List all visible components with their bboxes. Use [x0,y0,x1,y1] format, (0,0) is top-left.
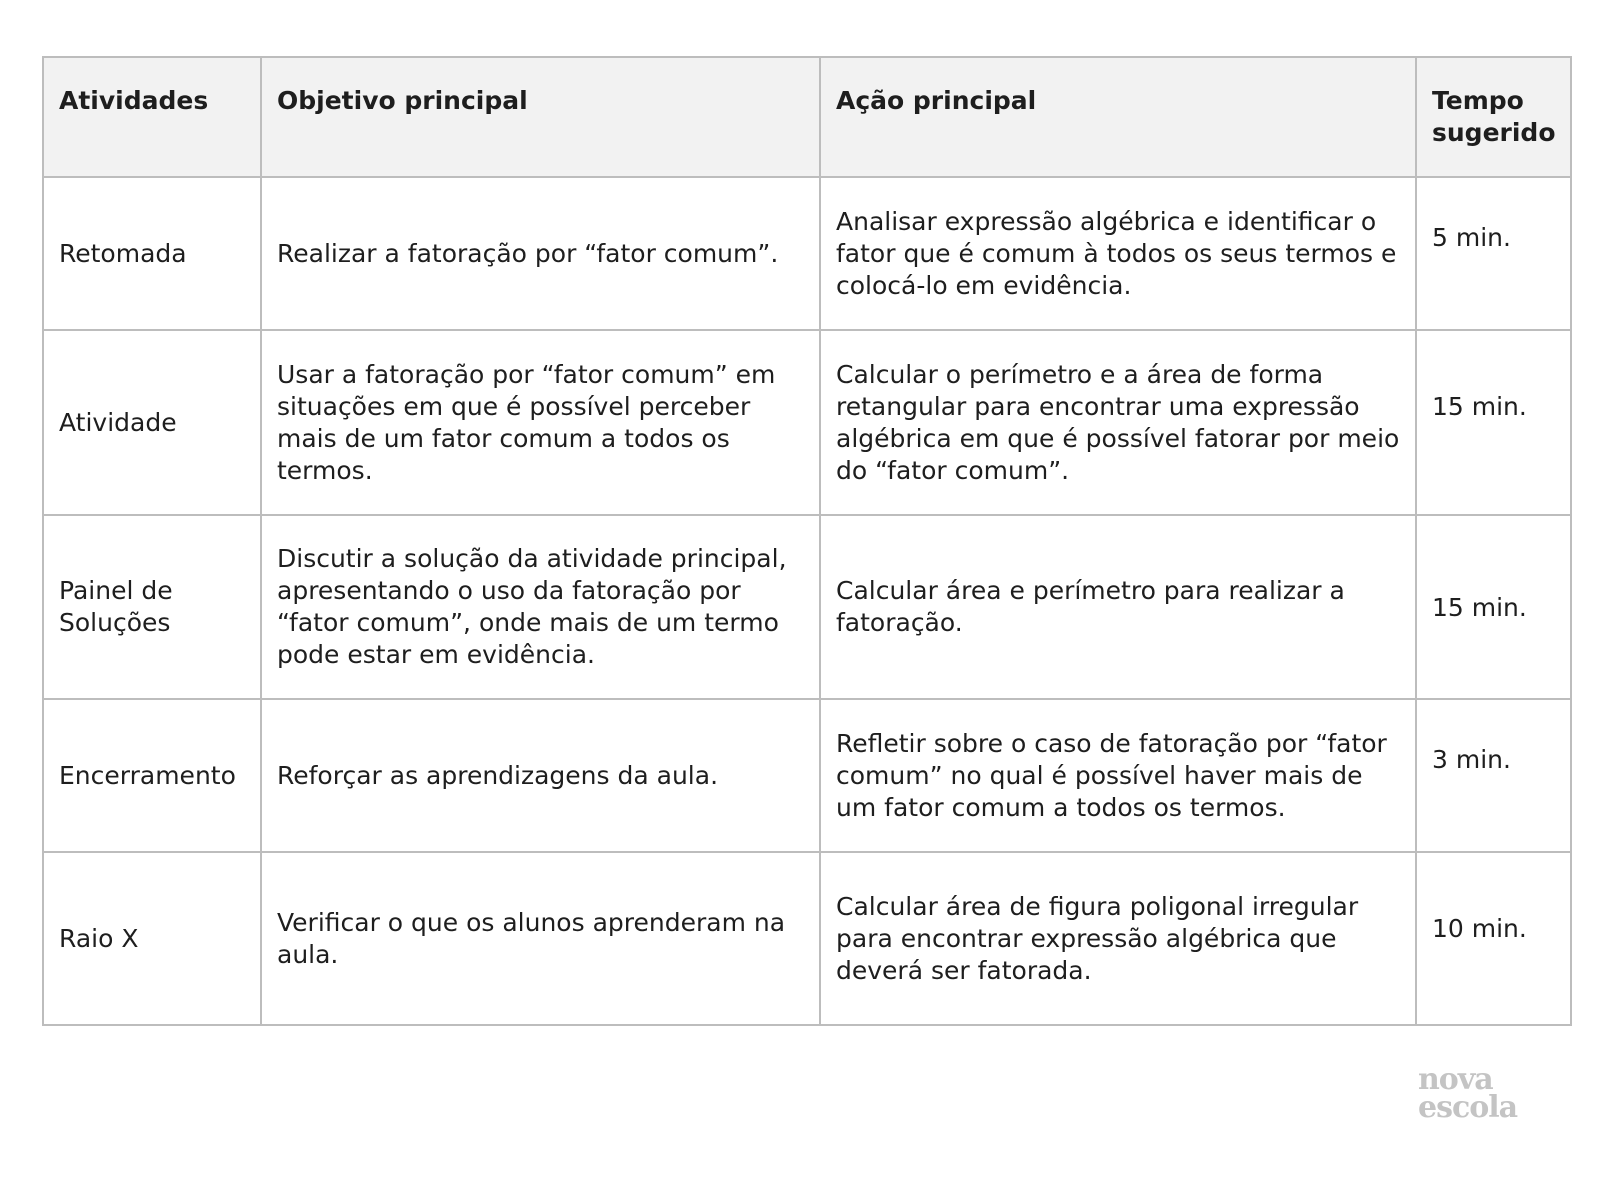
table-row [43,852,1571,1025]
cell-atividade: Encerramento [43,699,261,852]
cell-objetivo: Usar a fatoração por “fator comum” em situações em que é possível perceber mais de um fator comum a todos os termos. [261,330,820,515]
cell-tempo: 15 min. [1416,515,1571,699]
nova-escola-logo [1418,1062,1538,1125]
logo-line-escola: escola [1418,1090,1518,1125]
header-objetivo: Objetivo principal [261,57,820,177]
lesson-plan-table-container [42,56,1570,1026]
table-row [43,515,1571,699]
header-acao: Ação principal [820,57,1416,177]
table-row [43,177,1571,330]
lesson-plan-table [42,56,1572,1026]
cell-objetivo: Reforçar as aprendizagens da aula. [261,699,820,852]
cell-tempo: 15 min. [1416,330,1571,515]
table-header-row [43,57,1571,177]
cell-atividade: Raio X [43,852,261,1025]
cell-objetivo: Realizar a fatoração por “fator comum”. [261,177,820,330]
cell-atividade: Painel de Soluções [43,515,261,699]
cell-acao: Calcular área de figura poligonal irregular para encontrar expressão algébrica que deverá ser fatorada. [820,852,1416,1025]
table-row [43,330,1571,515]
cell-acao: Refletir sobre o caso de fatoração por “fator comum” no qual é possível haver mais de um fator comum a todos os termos. [820,699,1416,852]
cell-tempo: 10 min. [1416,852,1571,1025]
cell-tempo: 5 min. [1416,177,1571,330]
cell-atividade: Atividade [43,330,261,515]
cell-acao: Calcular o perímetro e a área de forma retangular para encontrar uma expressão algébrica em que é possível fatorar por meio do “fator comum”. [820,330,1416,515]
header-tempo: Tempo sugerido [1416,57,1571,177]
cell-acao: Calcular área e perímetro para realizar a fatoração. [820,515,1416,699]
table-row [43,699,1571,852]
cell-objetivo: Verificar o que os alunos aprenderam na aula. [261,852,820,1025]
cell-objetivo: Discutir a solução da atividade principal, apresentando o uso da fatoração por “fator comum”, onde mais de um termo pode estar em evidência. [261,515,820,699]
logo-line-nova: nova [1418,1062,1493,1097]
header-atividades: Atividades [43,57,261,177]
cell-atividade: Retomada [43,177,261,330]
cell-acao: Analisar expressão algébrica e identificar o fator que é comum à todos os seus termos e colocá-lo em evidência. [820,177,1416,330]
cell-tempo: 3 min. [1416,699,1571,852]
